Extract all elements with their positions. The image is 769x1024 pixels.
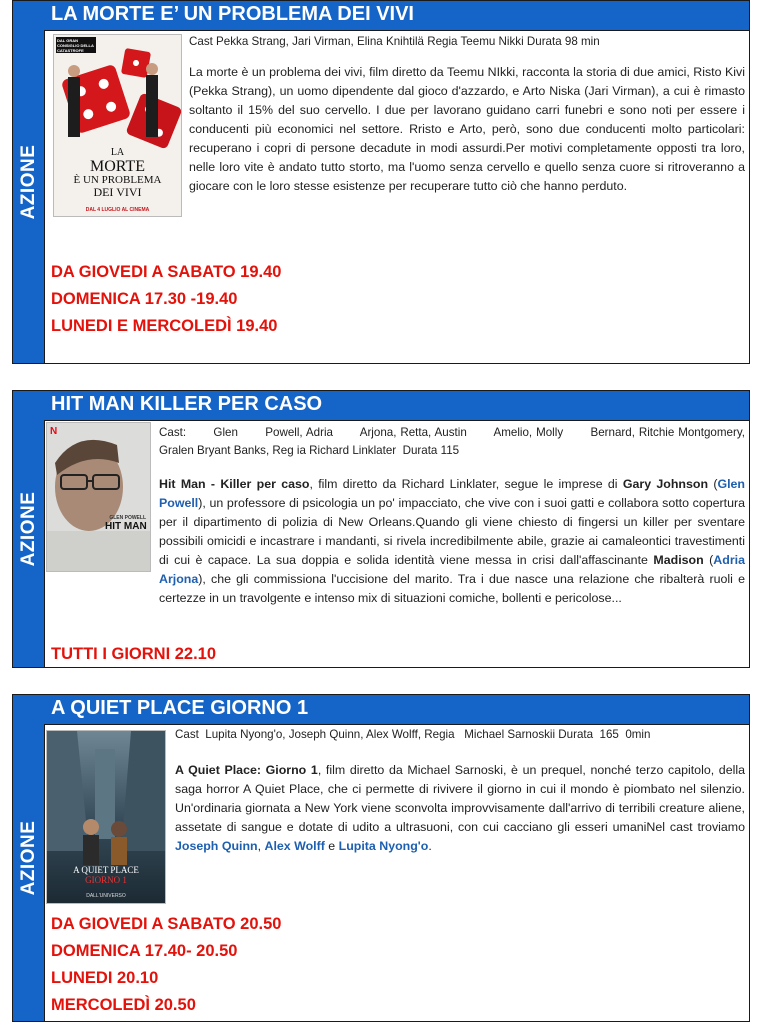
poster-bottom-text: DALL'UNIVERSO bbox=[86, 893, 126, 899]
film-card-quiet-place bbox=[12, 694, 750, 1022]
poster-title: A QUIET PLACE GIORNO 1 bbox=[73, 865, 139, 885]
genre-label: AZIONE bbox=[17, 820, 39, 896]
actor-link[interactable]: Adria Arjona bbox=[159, 553, 745, 586]
showtime: MERCOLEDÌ 20.50 bbox=[51, 996, 196, 1014]
poster-artwork bbox=[47, 423, 150, 571]
genre-label: AZIONE bbox=[17, 144, 39, 220]
film-title-bar bbox=[44, 695, 749, 725]
film-card-hit-man bbox=[12, 390, 750, 668]
poster-top-text: GLEN POWELL bbox=[109, 515, 146, 521]
character-name: Madison bbox=[653, 553, 704, 567]
film-title-bar bbox=[44, 1, 749, 31]
film-title-bar bbox=[44, 391, 749, 421]
genre-sidebar bbox=[13, 1, 45, 363]
showtime: LUNEDI E MERCOLEDÌ 19.40 bbox=[51, 317, 278, 335]
showtime: DOMENICA 17.40- 20.50 bbox=[51, 942, 238, 960]
film-card-la-morte bbox=[12, 0, 750, 364]
actor-link[interactable]: Lupita Nyong'o bbox=[338, 839, 429, 853]
film-synopsis: La morte è un problema dei vivi, film diretto da Teemu NIkki, racconta la storia di due amici, Risto Kivi (Pekka Strang), un uomo dipendente dal gioco d'azzardo, e Arto Niska (Jari Virman), a cui è rimasto soltanto il 15% del suo cervello. I due per lavorano guidano carri funebri e sono noti per essere i conducenti più economici nel settore. Rristo e Arto, però, sono due conducenti molto particolari: recuperano i copri di persone decadute in modi assurdi.Per motivi completamente opposti tra loro, nelle loro vite è andato tutto storto, ma l'uomo senza cervello e quello senza cuore si ritroveranno a giocare con le loro stesse esistenze per recuperare tutto ciò che hanno perduto. bbox=[189, 65, 745, 193]
film-info bbox=[159, 424, 749, 460]
film-poster bbox=[46, 730, 166, 904]
poster-title: HIT MAN bbox=[105, 521, 147, 532]
showtime: DOMENICA 17.30 -19.40 bbox=[51, 290, 238, 308]
genre-label: AZIONE bbox=[17, 491, 39, 567]
film-synopsis: A Quiet Place: Giorno 1, film diretto da Michael Sarnoski, è un prequel, nonché terzo capitolo, della saga horror A Quiet Place, che ci permette di rivivere il giorno in cui il mondo è piombato nel silenzio. Un'ordinaria giornata a New York viene sconvolta improvvisamente dall'arrivo di terribili creature aliene, assetate di sangue e dotate di udito a ultrasuoni, con cui cacciano gli esseri umaniNel cast troviamo Joseph Quinn, Alex Wolff e Lupita Nyong'o. bbox=[175, 763, 745, 853]
character-name: Gary Johnson bbox=[622, 477, 709, 491]
showtimes bbox=[51, 259, 281, 340]
genre-sidebar bbox=[13, 695, 45, 1021]
film-info bbox=[175, 726, 745, 744]
cast-line: Cast Lupita Nyong'o, Joseph Quinn, Alex Wolff, Regia Michael Sarnoskii Durata 165 0min bbox=[175, 728, 651, 741]
actor-link[interactable]: Glen Powell bbox=[159, 477, 745, 510]
synopsis-lead: Hit Man - Killer per caso bbox=[159, 477, 310, 491]
poster-title: LA MORTE È UN PROBLEMA DEI VIVI bbox=[73, 147, 162, 199]
showtime: TUTTI I GIORNI 22.10 bbox=[51, 645, 217, 663]
synopsis-lead: A Quiet Place: Giorno 1 bbox=[175, 763, 318, 777]
poster-bottom-text: DAL 4 LUGLIO AL CINEMA bbox=[85, 207, 150, 213]
cast-line: Cast Pekka Strang, Jari Virman, Elina Knihtilä Regia Teemu Nikki Durata 98 min bbox=[189, 35, 600, 48]
film-title: HIT MAN KILLER PER CASO bbox=[51, 393, 323, 415]
film-poster bbox=[46, 422, 151, 572]
film-title: LA MORTE E’ UN PROBLEMA DEI VIVI bbox=[51, 3, 414, 25]
showtimes bbox=[51, 641, 216, 668]
poster-top-text: DAL GRAN CONSIGLIO DELLA CATASTROFE bbox=[57, 38, 94, 53]
film-synopsis: Hit Man - Killer per caso, film diretto da Richard Linklater, segue le imprese di Gary Johnson (Glen Powell), un professore di psicologia un po' impacciato, che vive con i suoi gatti e collabora sotto copertura per il dipartimento di polizia di New Orleans.Quando gli viene chiesto di fingersi un killer per sventare possibili omicidi e incastrare i mandanti, si rivela incredibilmente abile, grazie ai camaleontici travestimenti di cui è capace. La sua doppia e solida identità viene messa in crisi dall'affascinante Madison (Adria Arjona), che gli commissiona l'uccisione del marito. Tra i due nasce una relazione che ribalterà ruoli e certezze in un travolgente e intenso mix di situazioni comiche, bollenti e pericolose... bbox=[159, 477, 745, 605]
showtime: DA GIOVEDI A SABATO 20.50 bbox=[51, 915, 282, 933]
showtime: DA GIOVEDI A SABATO 19.40 bbox=[51, 263, 282, 281]
film-info bbox=[189, 33, 745, 51]
showtime: LUNEDI 20.10 bbox=[51, 969, 159, 987]
showtimes bbox=[51, 911, 281, 1019]
actor-link[interactable]: Joseph Quinn bbox=[175, 839, 258, 853]
actor-link[interactable]: Alex Wolff bbox=[264, 839, 325, 853]
netflix-icon: N bbox=[50, 426, 58, 437]
film-title: A QUIET PLACE GIORNO 1 bbox=[51, 697, 309, 719]
cast-line: Cast: Glen Powell, Adria Arjona, Retta, Austin Amelio, Molly Bernard, Ritchie Montgomery, Gralen Bryant Banks, Reg ia Richard Linklater Durata 115 bbox=[159, 426, 749, 457]
film-poster bbox=[53, 34, 182, 217]
genre-sidebar bbox=[13, 391, 45, 667]
